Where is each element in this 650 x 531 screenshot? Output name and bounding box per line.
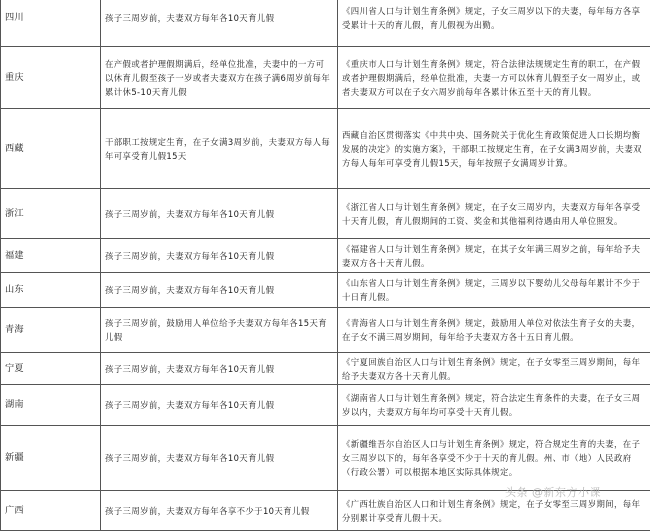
regulation-cell: 《重庆市人口与计划生育条例》规定，符合法律法规规定生育的职工，在产假或者护理假期满后，经单位批准，夫妻一方可以休育儿假至子女一周岁止，或者夫妻双方可以在子女六周岁前每年各累计休五至十天的育儿假。 bbox=[338, 47, 650, 109]
regulation-cell: 《浙江省人口与计划生育条例》规定，在子女三周岁内，夫妻双方每年各享受十天育儿假，育儿假期间的工资、奖金和其他福利待遇由用人单位照发。 bbox=[338, 189, 650, 239]
region-cell: 浙江 bbox=[1, 189, 101, 239]
regulation-cell: 《福建省人口与计划生育条例》规定，在其子女年满三周岁之前，每年给予夫妻双方各十天育儿假。 bbox=[338, 239, 650, 273]
region-cell: 青海 bbox=[1, 308, 101, 353]
table-row bbox=[1, 0, 650, 47]
region-cell: 西藏 bbox=[1, 109, 101, 189]
leave-cell: 孩子三周岁前，夫妻双方每年各享不少于10天育儿假 bbox=[101, 491, 338, 531]
table-row bbox=[1, 189, 650, 239]
region-cell: 广西 bbox=[1, 491, 101, 531]
table-row bbox=[1, 308, 650, 353]
leave-cell: 干部职工按规定生育，在子女满3周岁前，夫妻双方每人每年可享受育儿假15天 bbox=[101, 109, 338, 189]
regulation-cell: 《四川省人口与计划生育条例》规定，子女三周岁以下的夫妻，每年每方各享受累计十天的育儿假，育儿假视为出勤。 bbox=[338, 0, 650, 47]
table-row bbox=[1, 385, 650, 426]
table-row bbox=[1, 239, 650, 273]
leave-cell: 孩子三周岁前，夫妻双方每年各10天育儿假 bbox=[101, 239, 338, 273]
leave-cell: 孩子三周岁前，夫妻双方每年各10天育儿假 bbox=[101, 353, 338, 385]
leave-cell: 孩子三周岁前，鼓励用人单位给予夫妻双方每年各15天育儿假 bbox=[101, 308, 338, 353]
table-row bbox=[1, 273, 650, 308]
leave-cell: 孩子三周岁前，夫妻双方每年各10天育儿假 bbox=[101, 0, 338, 47]
region-cell: 新疆 bbox=[1, 426, 101, 491]
region-cell: 湖南 bbox=[1, 385, 101, 426]
region-cell: 福建 bbox=[1, 239, 101, 273]
regulation-cell: 《山东省人口与计划生育条例》规定，三周岁以下婴幼儿父母每年累计不少于十日育儿假。 bbox=[338, 273, 650, 308]
watermark-text: 头条 @新东方小课 bbox=[505, 484, 601, 500]
regulation-cell: 《广西壮族自治区人口和计划生育条例》规定，在子女零至三周岁期间，每年分别累计享受育儿假十天。 bbox=[338, 491, 650, 531]
regulation-cell: 《宁夏回族自治区人口与计划生育条例》规定，在子女零至三周岁期间，每年给予夫妻双方各十天育儿假。 bbox=[338, 353, 650, 385]
regulation-cell: 西藏自治区贯彻落实《中共中央、国务院关于优化生育政策促进人口长期均衡发展的决定》的实施方案》，干部职工按规定生育，在子女满3周岁前，夫妻双方每人每年可享受育儿假15天，每年按照子女满周岁计算。 bbox=[338, 109, 650, 189]
regulation-cell: 《湖南省人口与计划生育条例》规定，符合法定生育条件的夫妻，在子女三周岁以内，夫妻双方每年均可享受十天育儿假。 bbox=[338, 385, 650, 426]
region-cell: 重庆 bbox=[1, 47, 101, 109]
region-cell: 宁夏 bbox=[1, 353, 101, 385]
table-row bbox=[1, 426, 650, 491]
table-row bbox=[1, 47, 650, 109]
region-cell: 山东 bbox=[1, 273, 101, 308]
leave-cell: 孩子三周岁前，夫妻双方每年各10天育儿假 bbox=[101, 273, 338, 308]
leave-cell: 在产假或者护理假期满后，经单位批准，夫妻中的一方可以休育儿假至孩子一岁或者夫妻双方在孩子满6周岁前每年累计休5-10天育儿假 bbox=[101, 47, 338, 109]
table-row bbox=[1, 109, 650, 189]
leave-cell: 孩子三周岁前，夫妻双方每年各10天育儿假 bbox=[101, 426, 338, 491]
regulation-cell: 《新疆维吾尔自治区人口与计划生育条例》规定，符合规定生育的夫妻，在子女三周岁以下的，每年各享受不少于十天的育儿假。州、市（地）人民政府（行政公署）可以根据本地区实际具体规定。 bbox=[338, 426, 650, 491]
leave-cell: 孩子三周岁前，夫妻双方每年各10天育儿假 bbox=[101, 189, 338, 239]
regulation-cell: 《青海省人口与计划生育条例》规定，鼓励用人单位对依法生育子女的夫妻，在子女不满三周岁期间，每年给予夫妻双方各十五日育儿假。 bbox=[338, 308, 650, 353]
leave-cell: 孩子三周岁前，夫妻双方每年各10天育儿假 bbox=[101, 385, 338, 426]
table-row bbox=[1, 353, 650, 385]
region-cell: 四川 bbox=[1, 0, 101, 47]
